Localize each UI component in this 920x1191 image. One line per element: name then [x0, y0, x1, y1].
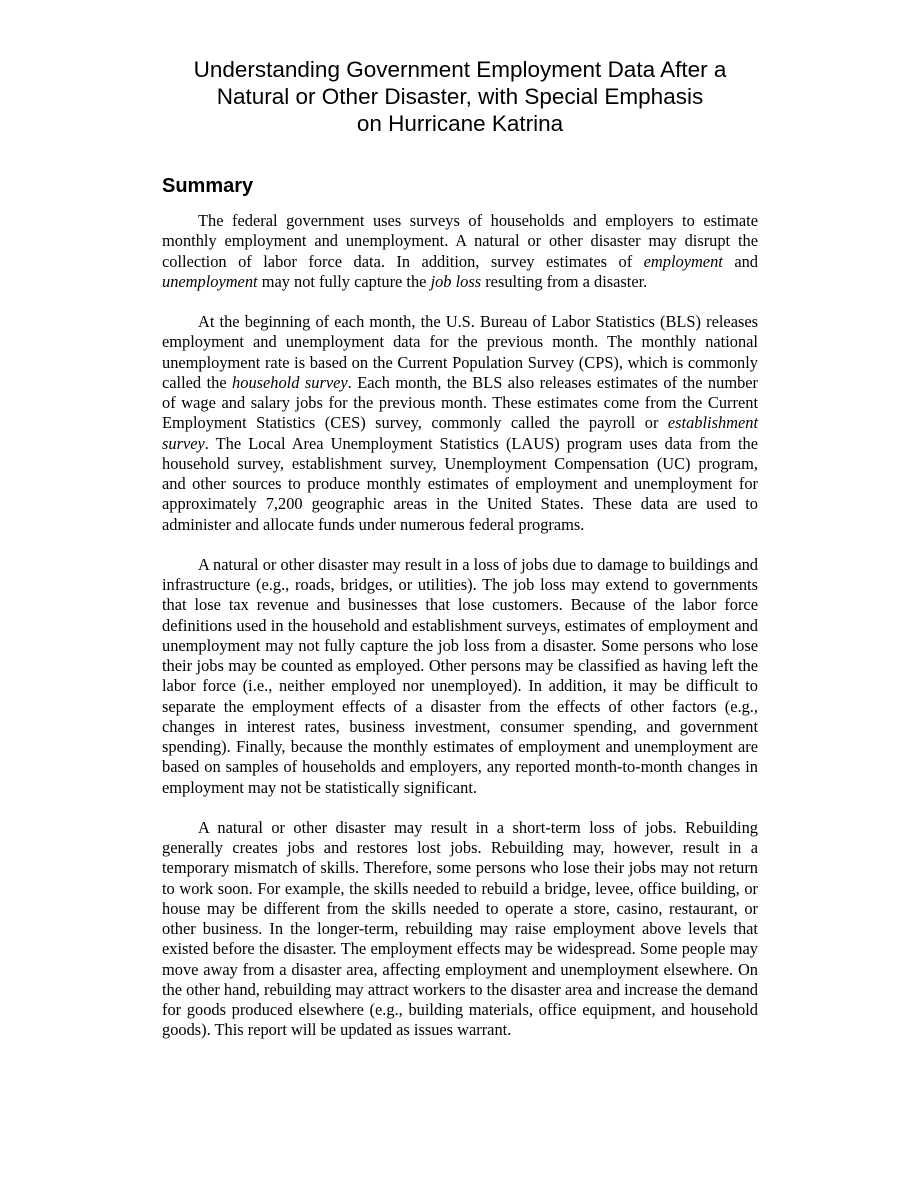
- paragraph-2-run-1: At the beginning of each month, the U.S. Bureau of Labor Statistics (BLS) releases employment and unemployment data for the previous month. The monthly national unemployment rate is based on the Current Population Survey (CPS), which is commonly called the: [162, 312, 758, 392]
- document-page: [162, 56, 758, 1041]
- paragraph-2-run-3: . Each month, the BLS also releases estimates of the number of wage and salary jobs for the previous month. These estimates come from the Current Employment Statistics (CES) survey, commonly called the payroll or: [162, 372, 758, 433]
- summary-paragraph-3: [162, 555, 758, 798]
- title-line-2: Natural or Other Disaster, with Special Emphasis: [216, 84, 704, 109]
- paragraph-1-run-1: The federal government uses surveys of households and employers to estimate monthly employment and unemployment. A natural or other disaster may disrupt the collection of labor force data. In addition, survey estimates of: [162, 211, 758, 271]
- title-line-1: Understanding Government Employment Data After a: [193, 57, 727, 82]
- paragraph-2-italic-household-survey: household survey: [232, 372, 348, 392]
- document-title: [162, 56, 758, 137]
- paragraph-1-italic-unemployment: unemployment: [162, 271, 258, 291]
- paragraph-1-run-3: and: [722, 251, 758, 271]
- paragraph-3-run-1: A natural or other disaster may result in a loss of jobs due to damage to buildings and infrastructure (e.g., roads, bridges, or utilities). The job loss may extend to governments that lose tax revenue and businesses that lose customers. Because of the labor force definitions used in the household and establishment surveys, estimates of employment and unemployment may not fully capture the job loss from a disaster. Some persons who lose their jobs may be counted as employed. Other persons may be classified as having left the labor force (i.e., neither employed nor unemployed). In addition, it may be difficult to separate the employment effects of a disaster from the effects of other factors (e.g., changes in interest rates, business investment, consumer spending, and government spending). Finally, because the monthly estimates of employment and unemployment are based on samples of households and employers, any reported month-to-month changes in employment may not be statistically significant.: [162, 554, 758, 797]
- summary-paragraph-4: [162, 818, 758, 1041]
- paragraph-4-run-1: A natural or other disaster may result in a short-term loss of jobs. Rebuilding generally creates jobs and restores lost jobs. Rebuilding may, however, result in a temporary mismatch of skills. Therefore, some persons who lose their jobs may not return to work soon. For example, the skills needed to rebuild a bridge, levee, office building, or house may be different from the skills needed to operate a store, casino, restaurant, or other business. In the longer-term, rebuilding may raise employment above levels that existed before the disaster. The employment effects may be widespread. Some people may move away from a disaster area, affecting employment and unemployment elsewhere. On the other hand, rebuilding may attract workers to the disaster area and increase the demand for goods produced elsewhere (e.g., building materials, office equipment, and household goods). This report will be updated as issues warrant.: [162, 817, 758, 1040]
- paragraph-1-run-7: resulting from a disaster.: [481, 271, 648, 291]
- paragraph-1-italic-job-loss: job loss: [430, 271, 482, 291]
- title-line-3: on Hurricane Katrina: [356, 111, 564, 136]
- section-heading-summary: Summary: [162, 175, 254, 197]
- paragraph-1-run-5: may not fully capture the: [257, 271, 431, 291]
- summary-paragraph-1: [162, 211, 758, 292]
- summary-paragraph-2: [162, 312, 758, 535]
- paragraph-2-italic-establishment-survey: establishment survey: [162, 413, 758, 453]
- paragraph-1-italic-employment: employment: [643, 251, 723, 271]
- paragraph-2-run-5: . The Local Area Unemployment Statistics (LAUS) program uses data from the household survey, establishment survey, Unemployment Compensation (UC) program, and other sources to produce monthly estimates of employment and unemployment for approximately 7,200 geographic areas in the United States. These data are used to administer and allocate funds under numerous federal programs.: [162, 433, 758, 534]
